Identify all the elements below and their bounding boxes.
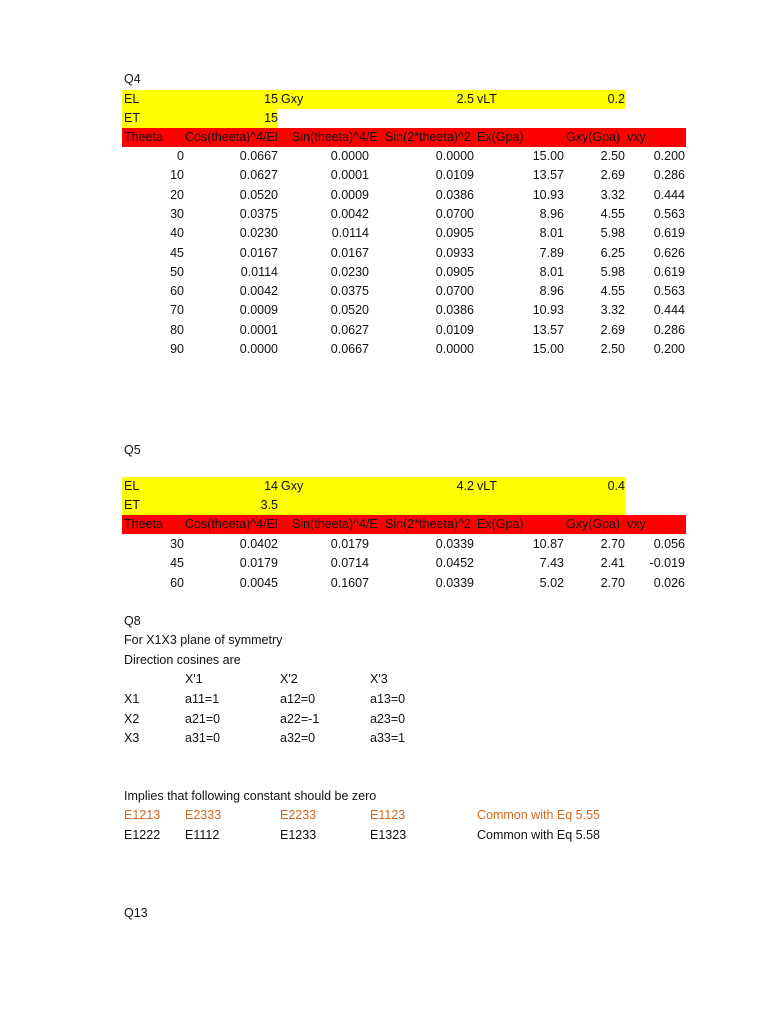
table-row xyxy=(0,554,768,573)
col-header: Cos(theeta)^4/El xyxy=(185,517,278,531)
table-cell: 13.57 xyxy=(532,322,564,337)
table-cell: 70 xyxy=(170,303,184,318)
q13-label: Q13 xyxy=(124,906,148,920)
param-value-et: 3.5 xyxy=(260,498,278,512)
table-cell: 10 xyxy=(170,168,184,183)
table-cell: 0.1607 xyxy=(330,575,369,590)
param-value-el: 14 xyxy=(264,479,278,493)
table-cell: 2.50 xyxy=(600,149,625,163)
table-row xyxy=(0,535,768,554)
cosine-col-header: X'3 xyxy=(370,672,388,686)
cosine-cell: X1 xyxy=(124,692,140,706)
table-cell: 0.0386 xyxy=(435,303,474,318)
param-value-et: 15 xyxy=(264,111,278,125)
table-cell: -0.019 xyxy=(649,556,685,571)
equation-note: Common with Eq 5.58 xyxy=(477,828,600,842)
table-cell: 0.619 xyxy=(653,226,685,241)
table-cell: 0.0042 xyxy=(330,206,369,221)
cosine-row xyxy=(0,710,768,729)
table-cell: 2.50 xyxy=(600,342,625,356)
table-cell: 0.619 xyxy=(653,264,685,279)
table-cell: 0.0375 xyxy=(239,206,278,221)
table-cell: 0.0001 xyxy=(330,168,369,183)
cosine-col-header: X'1 xyxy=(185,672,203,686)
table-cell: 0 xyxy=(177,149,184,163)
table-row xyxy=(0,224,768,243)
zero-constants-row xyxy=(0,806,768,825)
q4-param-row-et xyxy=(0,109,768,128)
constant-cell: E1222 xyxy=(124,828,161,842)
col-header: Sin(theeta)^4/E xyxy=(292,130,378,144)
table-cell: 2.41 xyxy=(600,556,625,571)
constant-cell: E1213 xyxy=(124,808,161,822)
cosine-cell: a33=1 xyxy=(370,731,406,745)
table-cell: 0.0520 xyxy=(239,187,278,202)
table-cell: 0.0000 xyxy=(435,342,474,356)
cosine-row xyxy=(0,690,768,709)
table-cell: 2.69 xyxy=(600,168,625,183)
table-cell: 0.563 xyxy=(653,284,685,299)
cosine-header-row xyxy=(0,670,768,689)
table-cell: 60 xyxy=(170,575,184,590)
constant-cell: E1323 xyxy=(370,828,407,842)
table-cell: 0.0167 xyxy=(330,245,369,260)
col-header: vxy xyxy=(627,517,646,531)
table-cell: 10.93 xyxy=(532,187,564,202)
cosine-cell: X2 xyxy=(124,711,140,726)
table-cell: 0.286 xyxy=(653,322,685,337)
table-cell: 0.0045 xyxy=(239,575,278,590)
col-header: Ex(Gpa) xyxy=(477,517,524,531)
q4-label: Q4 xyxy=(124,72,141,86)
param-label-gxy: Gxy xyxy=(281,92,304,106)
table-cell: 60 xyxy=(170,284,184,299)
table-cell: 0.0627 xyxy=(330,322,369,337)
table-cell: 0.0114 xyxy=(331,226,369,241)
q5-label: Q5 xyxy=(124,443,141,457)
table-cell: 0.0905 xyxy=(435,264,474,279)
cosine-cell: a32=0 xyxy=(280,731,316,745)
table-row xyxy=(0,321,768,340)
table-row xyxy=(0,186,768,205)
table-cell: 5.98 xyxy=(600,264,625,279)
cosine-cell: a12=0 xyxy=(280,692,316,706)
table-cell: 0.0230 xyxy=(330,264,369,279)
table-cell: 0.286 xyxy=(653,168,685,183)
table-cell: 0.0009 xyxy=(330,187,369,202)
table-cell: 7.43 xyxy=(539,556,564,571)
param-value-vlt: 0.2 xyxy=(607,92,625,106)
param-label-et: ET xyxy=(124,498,140,512)
table-cell: 0.0339 xyxy=(435,575,474,590)
table-cell: 5.98 xyxy=(600,226,625,241)
table-cell: 0.0230 xyxy=(239,226,278,241)
q8-line-plane: For X1X3 plane of symmetry xyxy=(124,633,283,647)
table-cell: 80 xyxy=(170,322,184,337)
table-cell: 90 xyxy=(170,342,184,356)
col-header: Cos(theeta)^4/El xyxy=(185,130,278,144)
param-value-gxy: 2.5 xyxy=(456,92,474,106)
cosine-cell: a23=0 xyxy=(370,711,406,726)
cosine-cell: a11=1 xyxy=(185,692,220,706)
table-cell: 0.0520 xyxy=(330,303,369,318)
col-header: Gxy(Gpa) xyxy=(566,130,621,144)
table-cell: 0.200 xyxy=(653,342,685,356)
table-cell: 0.626 xyxy=(653,245,685,260)
table-cell: 3.32 xyxy=(600,187,625,202)
q8-implies-text: Implies that following constant should be zero xyxy=(124,789,377,803)
table-row xyxy=(0,301,768,320)
table-cell: 0.0339 xyxy=(435,537,474,551)
table-cell: 30 xyxy=(170,206,184,221)
table-cell: 0.0667 xyxy=(239,149,278,163)
q5-header-row xyxy=(0,515,768,534)
cosine-col-header: X'2 xyxy=(280,672,298,686)
table-cell: 20 xyxy=(170,187,184,202)
table-cell: 0.0179 xyxy=(239,556,278,571)
param-label-el: EL xyxy=(124,92,140,106)
constant-cell: E1123 xyxy=(370,808,406,822)
table-cell: 0.0009 xyxy=(239,303,278,318)
param-label-gxy: Gxy xyxy=(281,479,304,493)
cosine-cell: a31=0 xyxy=(185,731,221,745)
cosine-row xyxy=(0,729,768,748)
cosine-cell: a13=0 xyxy=(370,692,406,706)
table-cell: 30 xyxy=(170,537,184,551)
col-header: Sin(theeta)^4/E xyxy=(292,517,378,531)
col-header: Sin(2*theeta)^2 xyxy=(385,130,471,144)
table-cell: 0.0114 xyxy=(240,264,278,279)
table-cell: 0.0933 xyxy=(435,245,474,260)
constant-cell: E2333 xyxy=(185,808,222,822)
table-cell: 0.0667 xyxy=(330,342,369,356)
table-cell: 0.0375 xyxy=(330,284,369,299)
table-cell: 0.0402 xyxy=(239,537,278,551)
table-cell: 0.0700 xyxy=(435,206,474,221)
zero-constants-row xyxy=(0,826,768,845)
constant-cell: E1233 xyxy=(280,828,317,842)
table-cell: 8.01 xyxy=(539,264,564,279)
table-cell: 13.57 xyxy=(532,168,564,183)
table-cell: 8.96 xyxy=(539,206,564,221)
q5-param-row-et xyxy=(0,496,768,515)
table-cell: 0.0001 xyxy=(239,322,278,337)
col-header: vxy xyxy=(627,130,646,144)
table-cell: 0.444 xyxy=(653,303,685,318)
table-cell: 0.200 xyxy=(653,149,685,163)
cosine-cell: a22=-1 xyxy=(280,711,320,726)
col-header: Ex(Gpa) xyxy=(477,130,524,144)
table-cell: 0.0179 xyxy=(330,537,369,551)
col-header: Sin(2*theeta)^2 xyxy=(385,517,471,531)
table-cell: 0.056 xyxy=(653,537,685,551)
table-cell: 6.25 xyxy=(600,245,625,260)
table-cell: 4.55 xyxy=(600,206,625,221)
table-cell: 3.32 xyxy=(600,303,625,318)
constant-cell: E2233 xyxy=(280,808,317,822)
q8-label: Q8 xyxy=(124,614,141,628)
table-cell: 0.0452 xyxy=(435,556,474,571)
table-cell: 15.00 xyxy=(532,149,564,163)
table-cell: 0.026 xyxy=(653,575,685,590)
param-value-gxy: 4.2 xyxy=(456,479,474,493)
table-cell: 0.0627 xyxy=(239,168,278,183)
table-cell: 0.0700 xyxy=(435,284,474,299)
table-cell: 2.70 xyxy=(600,537,625,551)
table-cell: 0.0109 xyxy=(435,322,474,337)
table-cell: 0.0109 xyxy=(435,168,474,183)
table-cell: 45 xyxy=(170,556,184,571)
col-header: Theeta xyxy=(124,130,163,144)
table-cell: 40 xyxy=(170,226,184,241)
table-row xyxy=(0,166,768,185)
table-cell: 10.93 xyxy=(532,303,564,318)
q8-line-direction-cosines: Direction cosines are xyxy=(124,653,241,667)
table-cell: 0.563 xyxy=(653,206,685,221)
table-cell: 0.0000 xyxy=(330,149,369,163)
table-cell: 0.0000 xyxy=(435,149,474,163)
param-value-vlt: 0.4 xyxy=(607,479,625,493)
table-row xyxy=(0,244,768,263)
table-cell: 0.0386 xyxy=(435,187,474,202)
param-label-et: ET xyxy=(124,111,140,125)
table-cell: 45 xyxy=(170,245,184,260)
table-cell: 15.00 xyxy=(532,342,564,356)
table-cell: 7.89 xyxy=(539,245,564,260)
table-cell: 0.444 xyxy=(653,187,685,202)
table-cell: 5.02 xyxy=(539,575,564,590)
table-cell: 0.0167 xyxy=(239,245,278,260)
table-cell: 2.69 xyxy=(600,322,625,337)
table-cell: 0.0000 xyxy=(239,342,278,356)
table-row xyxy=(0,205,768,224)
table-cell: 2.70 xyxy=(600,575,625,590)
param-label-el: EL xyxy=(124,479,140,493)
table-cell: 4.55 xyxy=(600,284,625,299)
table-row xyxy=(0,147,768,166)
equation-note: Common with Eq 5.55 xyxy=(477,808,600,822)
q5-param-row-el xyxy=(0,477,768,496)
table-cell: 0.0042 xyxy=(239,284,278,299)
table-row xyxy=(0,340,768,359)
col-header: Theeta xyxy=(124,517,163,531)
table-row xyxy=(0,574,768,593)
table-cell: 0.0714 xyxy=(330,556,369,571)
q4-param-row-el xyxy=(0,90,768,109)
table-row xyxy=(0,282,768,301)
table-cell: 10.87 xyxy=(532,537,564,551)
constant-cell: E1112 xyxy=(185,828,220,842)
cosine-cell: X3 xyxy=(124,731,140,745)
table-cell: 8.96 xyxy=(539,284,564,299)
q4-header-row xyxy=(0,128,768,147)
table-row xyxy=(0,263,768,282)
col-header: Gxy(Gpa) xyxy=(566,517,621,531)
table-cell: 0.0905 xyxy=(435,226,474,241)
table-cell: 50 xyxy=(170,264,184,279)
cosine-cell: a21=0 xyxy=(185,711,221,726)
param-label-vlt: vLT xyxy=(477,479,497,493)
table-cell: 8.01 xyxy=(539,226,564,241)
param-label-vlt: vLT xyxy=(477,92,497,106)
param-value-el: 15 xyxy=(264,92,278,106)
